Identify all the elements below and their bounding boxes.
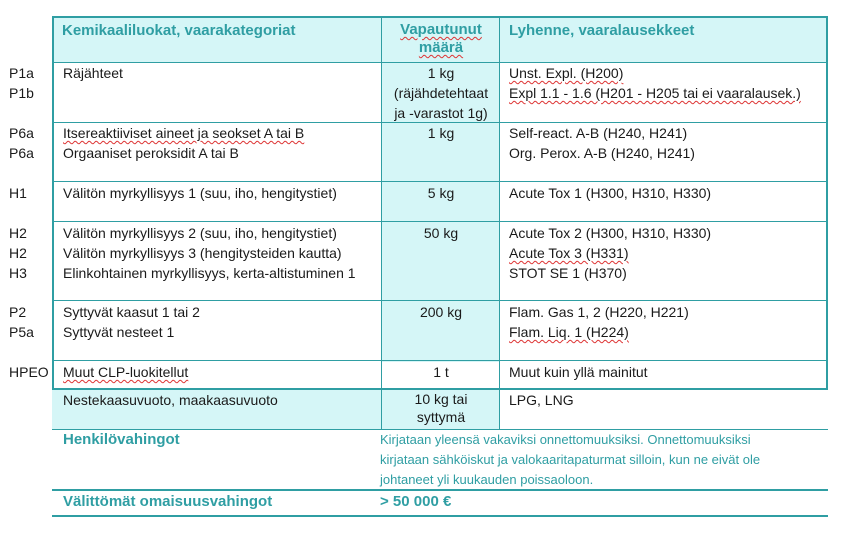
- name-line: Välitön myrkyllisyys 2 (suu, iho, hengitystiet): [63, 225, 337, 241]
- property-title: Välittömät omaisuusvahingot: [63, 493, 273, 510]
- row-amount: 200 kg: [419, 304, 463, 320]
- amount-line: (räjähdetehtaat: [393, 85, 489, 101]
- hazard-line: Acute Tox 2 (H300, H310, H330): [509, 225, 712, 241]
- name-line: Välitön myrkyllisyys 3 (hengitysteiden kautta): [63, 245, 342, 261]
- row-divider: [52, 181, 828, 182]
- hazard-line: Unst. Expl. (H200): [509, 65, 624, 81]
- row-name: [63, 223, 356, 283]
- row-code: P1b: [9, 85, 34, 101]
- row-amount: 5 kg: [427, 185, 455, 201]
- hazard-line: Flam. Gas 1, 2 (H220, H221): [509, 304, 689, 320]
- row-amount: [382, 63, 500, 123]
- row-name: [63, 123, 304, 163]
- row-name: [63, 302, 200, 342]
- amount-line: syttymä: [416, 409, 466, 425]
- leak-name: Nestekaasuvuoto, maakaasuvuoto: [63, 392, 278, 408]
- name-line: Orgaaniset peroksidit A tai B: [63, 145, 239, 161]
- hazard-line: Self-react. A-B (H240, H241): [509, 125, 688, 141]
- row-code: H2: [9, 225, 27, 241]
- row-divider: [52, 360, 828, 361]
- row-hazard: [509, 302, 689, 342]
- name-line: Syttyvät nesteet 1: [63, 324, 175, 340]
- row-name: Räjähteet: [63, 65, 123, 81]
- personal-text-line: kirjataan sähköiskut ja valokaaritapaturmat silloin, kun ne eivät ole: [380, 452, 761, 467]
- personal-title: Henkilövahingot: [63, 431, 180, 448]
- header-hazard: Lyhenne, vaaralausekkeet: [509, 22, 695, 39]
- header-amount-line1: Vapautunut: [400, 21, 482, 38]
- row-amount: 50 kg: [423, 225, 459, 241]
- leak-hazard: LPG, LNG: [509, 392, 574, 408]
- personal-text-line: johtaneet yli kuukauden poissaoloon.: [380, 472, 594, 487]
- row-hazard: Acute Tox 1 (H300, H310, H330): [509, 185, 712, 201]
- row-name: Muut CLP-luokitellut: [63, 364, 189, 380]
- section-divider: [52, 515, 828, 517]
- row-hazard: Muut kuin yllä mainitut: [509, 364, 648, 380]
- row-divider: [52, 300, 828, 301]
- row-code: HPEO: [9, 364, 49, 380]
- name-line: Syttyvät kaasut 1 tai 2: [63, 304, 200, 320]
- amount-line: 10 kg tai: [414, 391, 468, 407]
- header-amount-line2: määrä: [418, 39, 464, 56]
- amount-line: 1 kg: [427, 65, 455, 81]
- row-code: P5a: [9, 324, 34, 340]
- row-code: P6a: [9, 125, 34, 141]
- row-amount: 1 t: [433, 364, 449, 380]
- row-code: P6a: [9, 145, 34, 161]
- hazard-line: Flam. Liq. 1 (H224): [509, 324, 629, 340]
- header-amount: [382, 21, 500, 57]
- row-hazard: [509, 223, 711, 283]
- row-hazard: [509, 63, 801, 103]
- hazard-line: Expl 1.1 - 1.6 (H201 - H205 tai ei vaaralausek.): [509, 85, 801, 101]
- header-category: Kemikaaliluokat, vaarakategoriat: [62, 22, 296, 39]
- row-name: Välitön myrkyllisyys 1 (suu, iho, hengitystiet): [63, 185, 337, 201]
- name-line: Elinkohtainen myrkyllisyys, kerta-altistuminen 1: [63, 265, 356, 281]
- row-code: P1a: [9, 65, 34, 81]
- personal-text-line: Kirjataan yleensä vakaviksi onnettomuuksiksi. Onnettomuuksiksi: [380, 432, 751, 447]
- row-hazard: [509, 123, 695, 163]
- row-code: H1: [9, 185, 27, 201]
- row-code: H3: [9, 265, 27, 281]
- hazard-line: Org. Perox. A-B (H240, H241): [509, 145, 695, 161]
- hazard-line: Acute Tox 3 (H331): [509, 245, 629, 261]
- personal-text: [380, 430, 760, 490]
- property-value: > 50 000 €: [380, 493, 452, 510]
- name-line: Itsereaktiiviset aineet ja seokset A tai B: [63, 125, 305, 141]
- hazard-line: STOT SE 1 (H370): [509, 265, 627, 281]
- row-code: H2: [9, 245, 27, 261]
- row-code: P2: [9, 304, 27, 320]
- row-amount: 1 kg: [427, 125, 455, 141]
- row-divider: [52, 221, 828, 222]
- amount-line: ja -varastot 1g): [394, 105, 488, 121]
- section-divider: [52, 489, 828, 491]
- leak-amount: [382, 390, 500, 426]
